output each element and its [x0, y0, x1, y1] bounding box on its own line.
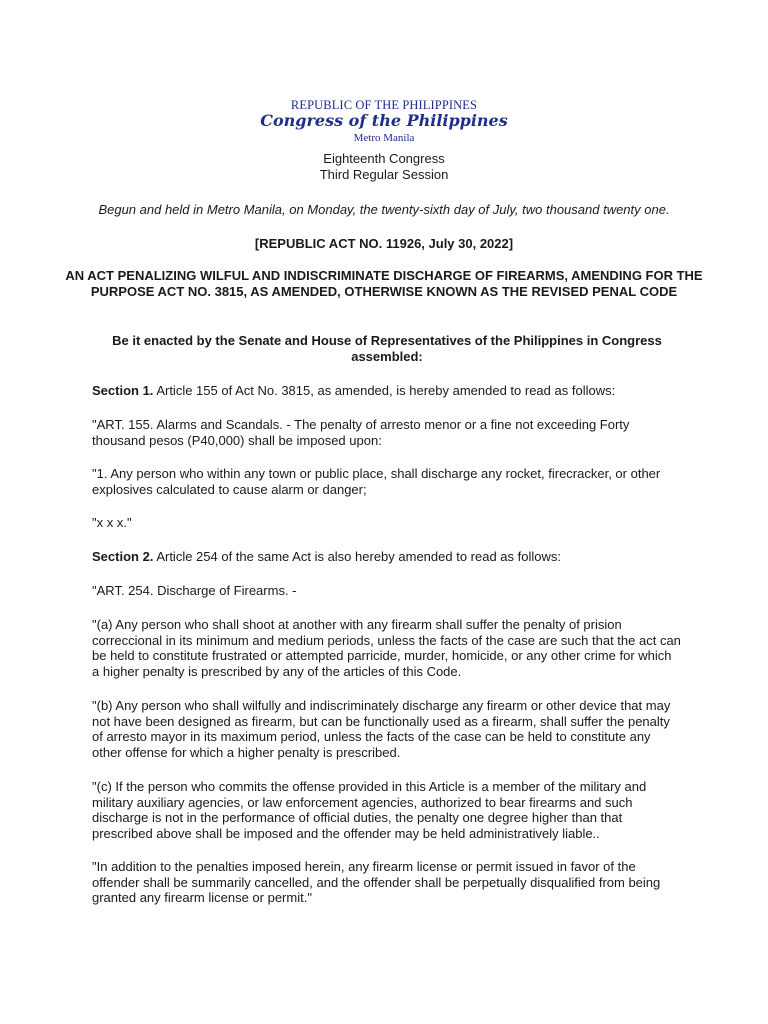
letterhead-republic: REPUBLIC OF THE PHILIPPINES [290, 98, 478, 112]
congress-number: Eighteenth Congress [323, 151, 445, 166]
act-number: [REPUBLIC ACT NO. 11926, July 30, 2022] [254, 236, 514, 251]
letterhead-city: Metro Manila [353, 132, 415, 144]
letterhead-congress: Congress of the Philippines [260, 111, 508, 130]
session-name: Third Regular Session [319, 167, 449, 182]
enacting-clause: Be it enacted by the Senate and House of Representatives of the Philippines in Congress assembled: [112, 333, 662, 364]
article-254-additional-penalties: "In addition to the penalties imposed herein, any firearm license or permit issued in favor of the offender shall be summarily cancelled, and the offender shall be perpetually disqualified from being granted any firearm license or permit." [92, 859, 661, 905]
section-2-text: Article 254 of the same Act is also hereby amended to read as follows: [153, 549, 561, 564]
section-2 [92, 549, 682, 565]
article-155-heading: "ART. 155. Alarms and Scandals. - The penalty of arresto menor or a fine not exceeding Forty thousand pesos (P40,000) shall be imposed upon: [92, 417, 630, 448]
article-254-paragraph-b: "(b) Any person who shall wilfully and indiscriminately discharge any firearm or other device that may not have been designed as firearm, but can be functionally used as a firearm, shall suffer the penalty of arresto mayor in its maximum period, unless the facts of the case can be held to constitute any other offense for which a higher penalty is prescribed. [92, 698, 671, 760]
article-254-paragraph-a: "(a) Any person who shall shoot at another with any firearm shall suffer the penalty of prision correccional in its minimum and medium periods, unless the facts of the case are such that the act can be held to constitute frustrated or attempted parricide, murder, homicide, or any other crime for which a higher penalty is prescribed by any of the articles of this Code. [92, 617, 681, 679]
section-1 [92, 383, 682, 399]
section-1-label: Section 1. [92, 383, 154, 398]
begun-statement: Begun and held in Metro Manila, on Monday, the twenty-sixth day of July, two thousand twenty one. [98, 202, 670, 217]
section-1-text: Article 155 of Act No. 3815, as amended, is hereby amended to read as follows: [153, 383, 616, 398]
act-title: AN ACT PENALIZING WILFUL AND INDISCRIMINATE DISCHARGE OF FIREARMS, AMENDING FOR THE PURPOSE ACT NO. 3815, AS AMENDED, OTHERWISE KNOWN AS THE REVISED PENAL CODE [65, 268, 703, 299]
article-254-paragraph-c: "(c) If the person who commits the offense provided in this Article is a member of the military and military auxiliary agencies, or law enforcement agencies, authorized to bear firearms and such discharge is not in the performance of official duties, the penalty one degree higher than that prescribed above shall be imposed and the offender may be held administratively liable.. [92, 779, 647, 841]
section-2-label: Section 2. [92, 549, 154, 564]
article-254-heading: "ART. 254. Discharge of Firearms. - [92, 583, 297, 598]
article-155-ellipsis: "x x x." [92, 515, 132, 530]
article-155-item-1: "1. Any person who within any town or public place, shall discharge any rocket, firecracker, or other explosives calculated to cause alarm or danger; [92, 466, 661, 497]
